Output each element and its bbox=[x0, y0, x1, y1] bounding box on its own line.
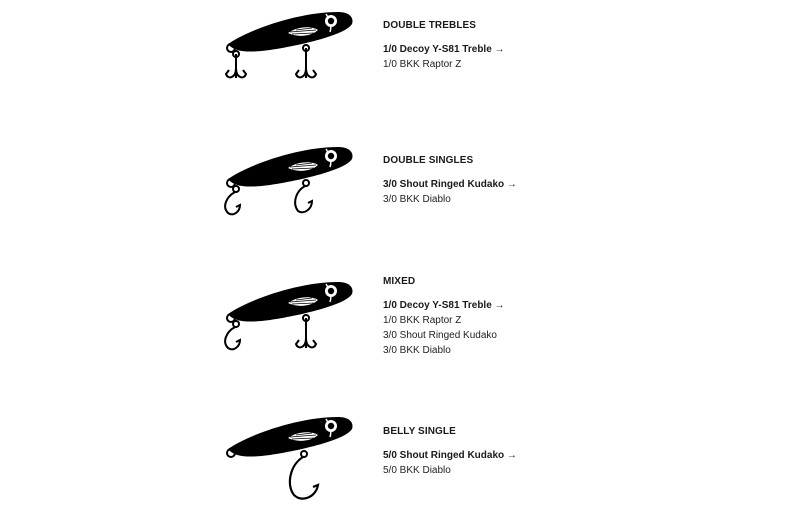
setup-title: DOUBLE TREBLES bbox=[383, 20, 477, 31]
alternate-hook: 3/0 Shout Ringed Kudako bbox=[383, 330, 497, 341]
primary-hook-link[interactable]: 5/0 Shout Ringed Kudako → bbox=[383, 450, 517, 461]
setup-info bbox=[383, 154, 683, 207]
primary-hook-link[interactable]: 3/0 Shout Ringed Kudako → bbox=[383, 179, 517, 190]
lure-belly-single-icon bbox=[218, 413, 358, 513]
alternate-hook: 1/0 BKK Raptor Z bbox=[383, 315, 462, 326]
lure-mixed-icon bbox=[218, 278, 358, 378]
alternate-hook: 3/0 BKK Diablo bbox=[383, 345, 451, 356]
setup-info bbox=[383, 275, 683, 358]
setup-title: MIXED bbox=[383, 276, 416, 287]
alternate-hook: 3/0 BKK Diablo bbox=[383, 194, 451, 205]
alternate-hook: 1/0 BKK Raptor Z bbox=[383, 59, 462, 70]
setup-title: BELLY SINGLE bbox=[383, 426, 456, 437]
setup-info bbox=[383, 425, 683, 478]
primary-hook-link[interactable]: 1/0 Decoy Y-S81 Treble → bbox=[383, 44, 505, 55]
lure-double-trebles-icon bbox=[218, 8, 358, 108]
alternate-hook: 5/0 BKK Diablo bbox=[383, 465, 451, 476]
setup-title: DOUBLE SINGLES bbox=[383, 155, 474, 166]
primary-hook-link[interactable]: 1/0 Decoy Y-S81 Treble → bbox=[383, 300, 505, 311]
setup-info bbox=[383, 19, 683, 72]
lure-double-singles-icon bbox=[218, 143, 358, 243]
